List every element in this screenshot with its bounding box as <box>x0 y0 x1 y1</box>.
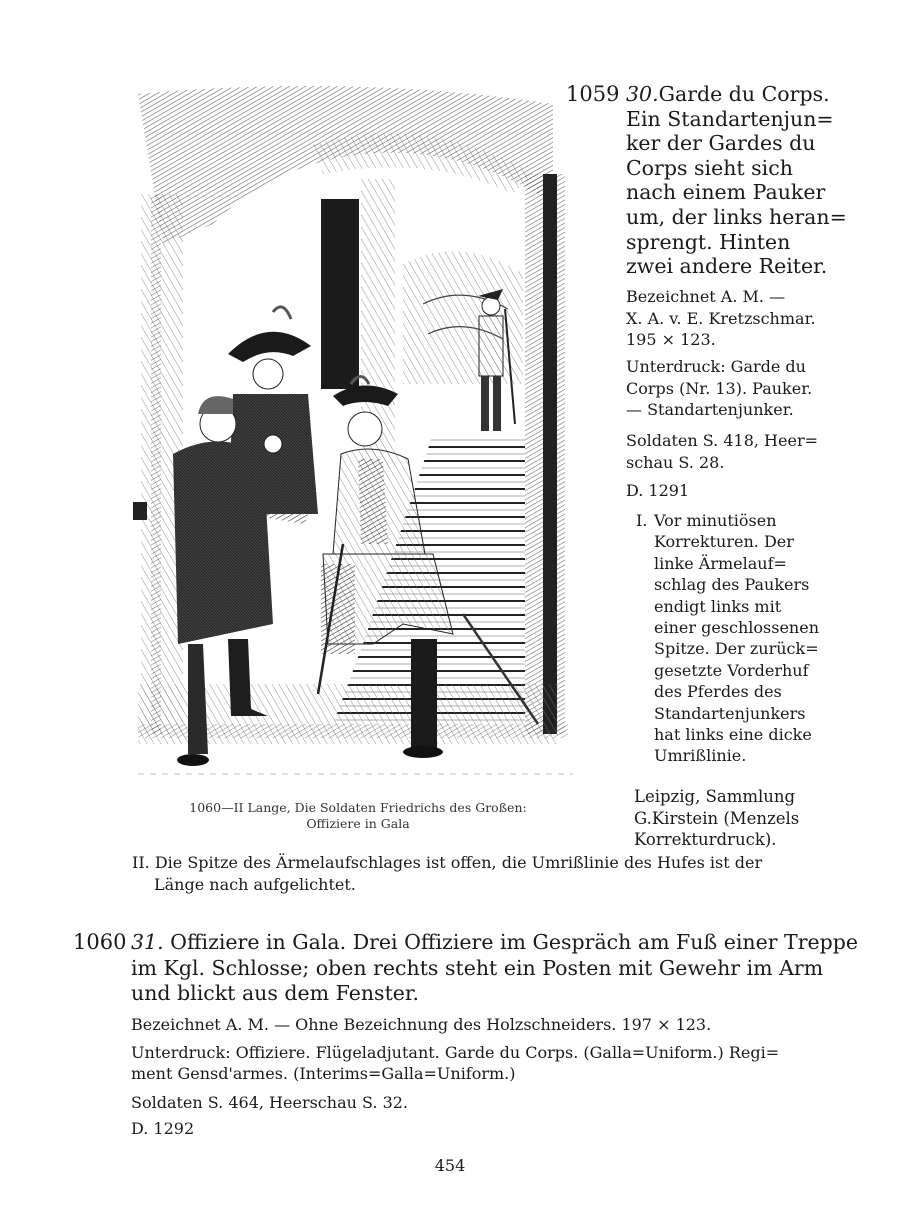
body-text: Offiziere in Gala. Drei Offiziere im Gespräch am Fuß einer Treppe <box>170 930 859 954</box>
soldaten-reference <box>626 430 822 473</box>
body-line <box>131 930 859 956</box>
soldaten-reference: Soldaten S. 464, Heerschau S. 32. <box>131 1093 409 1112</box>
title-line: ker der Gardes du <box>626 131 816 156</box>
title-line: zwei andere Reiter. <box>626 254 828 279</box>
underprint-line: ment Gensd'armes. (Interims=Galla=Uniform.) <box>131 1064 516 1083</box>
d-reference: D. 1291 <box>626 481 690 500</box>
signature-block <box>626 286 822 351</box>
entry-ordinal: 30. <box>626 82 659 106</box>
note-line: linke Ärmelauf= <box>654 553 787 573</box>
soldaten-line: Soldaten S. 418, Heer= <box>626 431 818 450</box>
note-I <box>628 510 824 767</box>
source-line: Korrekturdruck). <box>634 830 777 849</box>
note-line: einer geschlossenen <box>654 618 819 638</box>
note-line: endigt links mit <box>654 596 782 616</box>
caption-line: Offiziere in Gala <box>306 816 410 831</box>
entry-number: 1059 <box>566 82 620 106</box>
title-line: Corps sieht sich <box>626 155 793 180</box>
title-line: sprengt. Hinten <box>626 229 791 254</box>
source-line: Leipzig, Sammlung <box>634 787 796 806</box>
underprint-line: — Standartenjunker. <box>626 400 794 419</box>
underprint-line: Unterdruck: Garde du <box>626 357 806 376</box>
note-line: gesetzte Vorderhuf <box>654 660 809 680</box>
entry-title <box>626 82 847 279</box>
title-line: nach einem Pauker <box>626 180 826 205</box>
page-number: 454 <box>434 1156 466 1175</box>
title-line: Ein Standartenjun= <box>626 106 834 131</box>
note-numeral: I. <box>636 511 648 530</box>
note-line: II. Die Spitze des Ärmelaufschlages ist offen, die Umrißlinie des Hufes ist der <box>132 853 763 872</box>
underprint-line: Unterdruck: Offiziere. Flügeladjutant. Garde du Corps. (Galla=Uniform.) Regi= <box>131 1043 780 1062</box>
underprint-block <box>131 1042 831 1084</box>
note-line: Korrekturen. Der <box>654 532 794 552</box>
note-line: Umrißlinie. <box>654 746 747 766</box>
underprint-line: Corps (Nr. 13). Pauker. <box>626 378 813 398</box>
entry-body <box>131 930 859 1007</box>
title-text: Garde du Corps. <box>658 82 830 106</box>
signature-line: X. A. v. E. Kretzschmar. <box>626 308 816 328</box>
title-line <box>626 82 830 107</box>
note-line: Spitze. Der zurück= <box>654 639 819 659</box>
source-block <box>634 786 799 851</box>
note-II <box>132 852 832 895</box>
soldaten-line: schau S. 28. <box>626 452 725 472</box>
signature-line: Bezeichnet A. M. — Ohne Bezeichnung des Holzschneiders. 197 × 123. <box>131 1015 712 1034</box>
illustration-caption <box>138 800 578 832</box>
body-line: und blickt aus dem Fenster. <box>131 981 420 1005</box>
underprint-block <box>626 356 822 421</box>
signature-line: Bezeichnet A. M. — <box>626 287 786 306</box>
note-line: Standartenjunkers <box>654 703 806 723</box>
note-line: Länge nach aufgelichtet. <box>154 874 356 894</box>
engraving-officers-icon <box>133 84 579 780</box>
source-line: G.Kirstein (Menzels <box>634 808 800 828</box>
note-line: des Pferdes des <box>654 682 782 702</box>
entry-ordinal: 31. <box>131 930 164 954</box>
signature-line: 195 × 123. <box>626 330 716 349</box>
d-reference: D. 1292 <box>131 1119 195 1138</box>
entry-number: 1060 <box>73 930 127 954</box>
engraving-illustration <box>133 84 579 780</box>
title-line: um, der links heran= <box>626 204 847 229</box>
note-line: Vor minutiösen <box>654 511 777 530</box>
note-line: hat links eine dicke <box>654 725 812 745</box>
body-line: im Kgl. Schlosse; oben rechts steht ein Posten mit Gewehr im Arm <box>131 955 824 980</box>
caption-line: 1060—II Lange, Die Soldaten Friedrichs des Großen: <box>189 800 527 815</box>
note-line: schlag des Paukers <box>654 575 810 595</box>
